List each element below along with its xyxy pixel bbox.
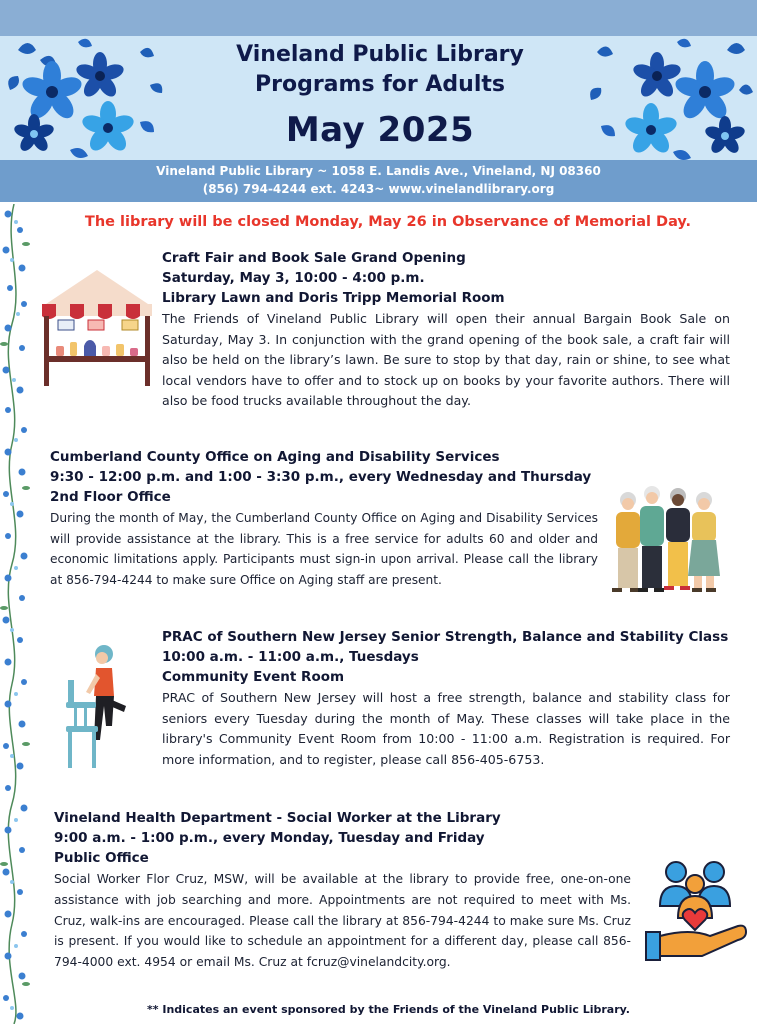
event-title: Vineland Health Department - Social Worker at the Library xyxy=(54,810,501,826)
event-time: 9:00 a.m. - 1:00 p.m., every Monday, Tuesday and Friday xyxy=(54,830,485,846)
footnote: ** Indicates an event sponsored by the Friends of the Vineland Public Library. xyxy=(147,1003,630,1016)
event-title: Cumberland County Office on Aging and Disability Services xyxy=(50,449,500,465)
event-location: 2nd Floor Office xyxy=(50,489,171,505)
event-location: Library Lawn and Doris Tripp Memorial Room xyxy=(162,290,505,306)
event-craft-fair xyxy=(162,248,730,412)
event-location: Community Event Room xyxy=(162,669,345,685)
care-hands-icon xyxy=(640,858,750,964)
library-name: Vineland Public Library xyxy=(236,42,524,67)
library-address: Vineland Public Library ~ 1058 E. Landis Ave., Vineland, NJ 08360 xyxy=(156,164,601,178)
page-month: May 2025 xyxy=(285,110,475,150)
event-description: PRAC of Southern New Jersey will host a free strength, balance and stability class for seniors every Tuesday during the month of May. These classes will take place in the library's Community Event Room from 10:00 - 11:00 a.m. Registration is required. For more information, and to register, please call 856-405-6753. xyxy=(162,690,730,767)
event-description: Social Worker Flor Cruz, MSW, will be available at the library to provide free, one-on-one assistance with job searching and more. Appointments are not required to meet with Ms. Cruz, walk-ins are encouraged. Please call the library at 856-794-4244 to make sure Ms. Cruz is present. If you would like to schedule an appointment for a different day, please call 856-794-4000 ext. 4954 or email Ms. Cruz at fcruz@vinelandcity.org. xyxy=(54,872,631,970)
event-description: The Friends of Vineland Public Library will open their annual Bargain Book Sale on Saturday, May 3. In conjunction with the grand opening of the book sale, a craft fair will also be held on the library’s lawn. Be sure to stop by that day, rain or shine, to see what local vendors have to offer and to stock up on books by your favorite authors. There will also be food trucks available throughout the day. xyxy=(162,311,730,408)
event-social-worker xyxy=(54,808,631,973)
library-phone-web: (856) 794-4244 ext. 4243~ www.vinelandlibrary.org xyxy=(202,182,555,196)
event-time: 10:00 a.m. - 11:00 a.m., Tuesdays xyxy=(162,649,419,665)
event-time: 9:30 - 12:00 p.m. and 1:00 - 3:30 p.m., every Wednesday and Thursday xyxy=(50,469,592,485)
event-prac-class xyxy=(162,627,730,770)
event-location: Public Office xyxy=(54,850,149,866)
seniors-group-icon xyxy=(608,480,726,596)
market-tent-icon xyxy=(38,268,156,388)
event-office-on-aging xyxy=(50,447,598,590)
event-title: PRAC of Southern New Jersey Senior Strength, Balance and Stability Class xyxy=(162,629,729,645)
exercise-woman-icon xyxy=(60,640,140,772)
page-subtitle: Programs for Adults xyxy=(255,72,505,97)
event-time: Saturday, May 3, 10:00 - 4:00 p.m. xyxy=(162,270,425,286)
closure-notice: The library will be closed Monday, May 26 in Observance of Memorial Day. xyxy=(84,214,692,230)
vine-border-icon xyxy=(0,204,38,1024)
event-title: Craft Fair and Book Sale Grand Opening xyxy=(162,250,466,266)
event-description: During the month of May, the Cumberland County Office on Aging and Disability Services will provide assistance at the library. This is a free service for adults 60 and older and economic limitations apply. Participants must sign-in upon arrival. Please call the library at 856-794-4244 to make sure Office on Aging staff are present. xyxy=(50,511,598,587)
